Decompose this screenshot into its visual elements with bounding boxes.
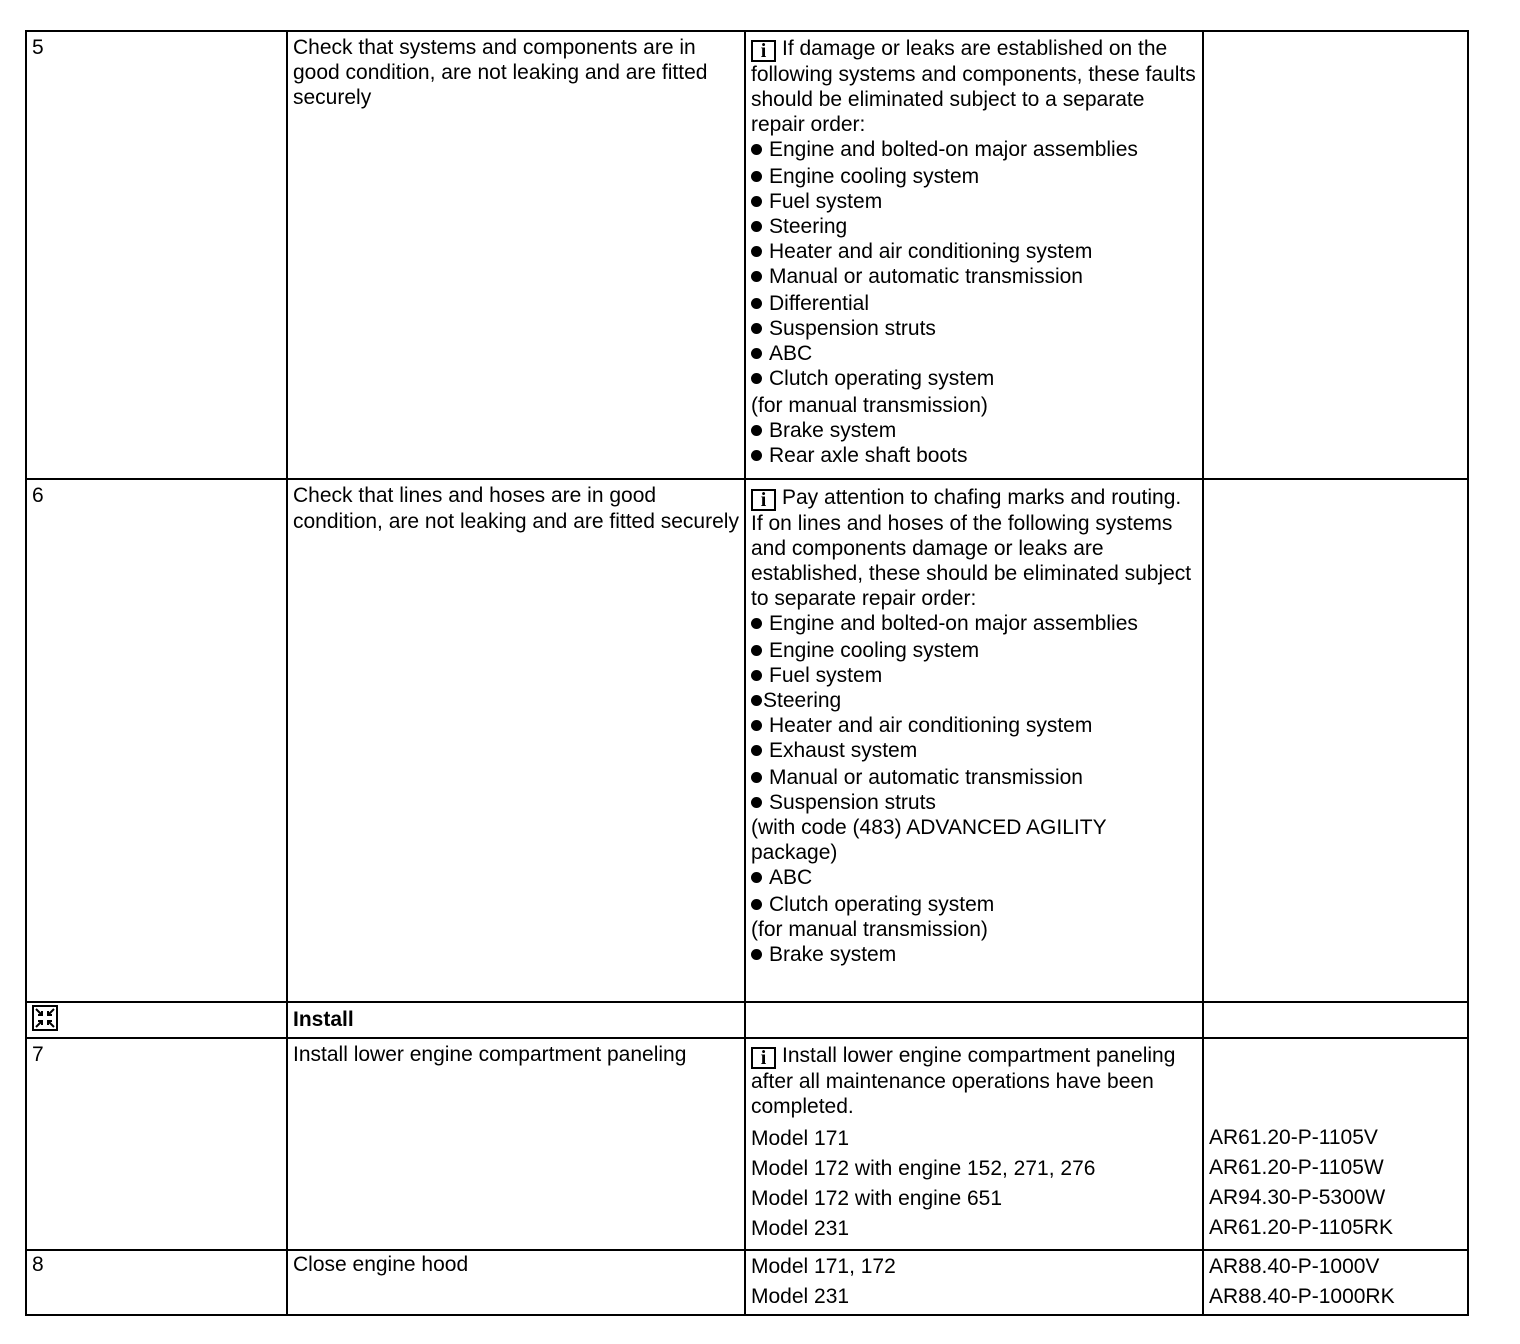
reference-link[interactable]: AR88.40-P-1000RK — [1209, 1285, 1395, 1308]
list-item-note: (with code (483) ADVANCED AGILITY package) — [751, 816, 1107, 864]
reference-link[interactable]: AR94.30-P-5300W — [1209, 1186, 1386, 1209]
bullet-icon — [751, 323, 762, 334]
reference-link[interactable]: AR61.20-P-1105V — [1209, 1126, 1378, 1149]
task-text: Check that systems and components are in good condition, are not leaking and are fitted securely — [293, 36, 708, 109]
bullet-icon — [751, 670, 762, 681]
note-paragraph — [751, 1043, 1197, 1119]
list-item-text: Engine and bolted-on major assemblies — [769, 138, 1138, 161]
task-text: Check that lines and hoses are in good condition, are not leaking and are fitted securely — [293, 484, 739, 533]
list-item-text: Clutch operating system — [769, 367, 995, 390]
table-row — [26, 1002, 1468, 1038]
procedure-table — [25, 30, 1469, 1316]
step-number — [26, 479, 287, 1002]
bullet-icon — [751, 221, 762, 232]
spacer — [1209, 1043, 1462, 1118]
table-row — [26, 1038, 1468, 1250]
list-item — [751, 137, 1197, 162]
step-number-text: 6 — [32, 484, 44, 507]
bullet-icon — [751, 745, 762, 756]
reference-link[interactable]: AR61.20-P-1105W — [1209, 1156, 1384, 1179]
step-number-text: 8 — [32, 1253, 44, 1276]
table-row — [26, 479, 1468, 1002]
list-item — [751, 341, 1197, 366]
bullet-icon — [751, 645, 762, 656]
list-item — [751, 713, 1197, 738]
note-text: If damage or leaks are established on the following systems and components, these faults should be eliminated subject to a separate repair order: — [751, 37, 1196, 136]
bullet-icon — [751, 949, 762, 960]
note-text: Pay attention to chafing marks and routing. — [782, 486, 1182, 509]
step-number-text: 7 — [32, 1043, 44, 1066]
list-item-text: Differential — [769, 292, 869, 315]
bullet-icon — [751, 425, 762, 436]
list-item-text: Engine cooling system — [769, 165, 980, 188]
install-icon — [32, 1005, 58, 1031]
info-icon: i — [751, 489, 776, 511]
list-item — [751, 942, 1197, 967]
list-item-note: (for manual transmission) — [751, 394, 988, 417]
reference-cell — [1203, 479, 1468, 1002]
list-item-text: Fuel system — [769, 664, 883, 687]
bullet-icon — [751, 720, 762, 731]
note-cell — [745, 31, 1203, 479]
reference-cell — [1203, 31, 1468, 479]
bullet-icon — [751, 373, 762, 384]
list-item — [751, 688, 1197, 713]
list-item — [751, 611, 1197, 636]
reference-cell — [1203, 1038, 1468, 1250]
list-item — [751, 164, 1197, 189]
task-cell — [287, 31, 745, 479]
list-item-text: Steering — [763, 689, 842, 712]
list-item-text: Brake system — [769, 943, 897, 966]
list-item — [751, 316, 1197, 341]
list-item-text: Engine and bolted-on major assemblies — [769, 612, 1138, 635]
bullet-icon — [751, 772, 762, 783]
reference-link[interactable]: AR88.40-P-1000V — [1209, 1255, 1380, 1278]
step-number — [26, 31, 287, 479]
model-text: Model 172 with engine 152, 271, 276 — [751, 1157, 1096, 1180]
list-item — [751, 765, 1197, 790]
list-item — [751, 291, 1197, 316]
list-item-text: Engine cooling system — [769, 639, 980, 662]
bullet-icon — [751, 298, 762, 309]
list-item-text: Manual or automatic transmission — [769, 265, 1083, 288]
step-number-text: 5 — [32, 36, 44, 59]
bullet-icon — [751, 899, 762, 910]
task-cell — [287, 1250, 745, 1315]
bullet-icon — [751, 695, 762, 706]
list-item — [751, 790, 1197, 815]
list-item-text: Manual or automatic transmission — [769, 766, 1083, 789]
note-paragraph-2: If on lines and hoses of the following systems and components damage or leaks are established, these should be eliminated subject to separate repair order: — [751, 512, 1192, 610]
task-cell — [287, 479, 745, 1002]
list-item-note: (for manual transmission) — [751, 918, 988, 941]
reference-cell — [1203, 1002, 1468, 1038]
list-item-text: Heater and air conditioning system — [769, 240, 1093, 263]
list-item — [751, 663, 1197, 688]
note-text: Install lower engine compartment paneling after all maintenance operations have been completed. — [751, 1044, 1176, 1118]
task-text: Install lower engine compartment paneling — [293, 1043, 687, 1066]
section-title: Install — [293, 1008, 354, 1031]
list-item — [751, 738, 1197, 763]
bullet-icon — [751, 144, 762, 155]
list-item-text: Suspension struts — [769, 317, 936, 340]
model-text: Model 231 — [751, 1217, 850, 1240]
table-row — [26, 31, 1468, 479]
task-cell — [287, 1038, 745, 1250]
bullet-icon — [751, 171, 762, 182]
list-item-text: Exhaust system — [769, 739, 918, 762]
list-item — [751, 189, 1197, 214]
list-item — [751, 418, 1197, 443]
task-text: Close engine hood — [293, 1253, 469, 1276]
list-item-text: Rear axle shaft boots — [769, 444, 968, 467]
section-title-cell — [287, 1002, 745, 1038]
model-text: Model 172 with engine 651 — [751, 1187, 1003, 1210]
list-item-text: ABC — [769, 866, 813, 889]
list-item — [751, 638, 1197, 663]
info-icon: i — [751, 40, 776, 62]
bullet-icon — [751, 246, 762, 257]
note-cell — [745, 479, 1203, 1002]
note-cell — [745, 1038, 1203, 1250]
list-item-text: Suspension struts — [769, 791, 936, 814]
reference-link[interactable]: AR61.20-P-1105RK — [1209, 1216, 1394, 1239]
bullet-icon — [751, 348, 762, 359]
note-cell — [745, 1250, 1203, 1315]
list-item — [751, 366, 1197, 391]
list-item-text: Heater and air conditioning system — [769, 714, 1093, 737]
list-item-text: Fuel system — [769, 190, 883, 213]
note-paragraph — [751, 484, 1197, 511]
model-text: Model 171 — [751, 1127, 850, 1150]
list-item — [751, 239, 1197, 264]
bullet-icon — [751, 196, 762, 207]
note-paragraph — [751, 36, 1197, 137]
bullet-icon — [751, 618, 762, 629]
bullet-icon — [751, 872, 762, 883]
step-number — [26, 1038, 287, 1250]
note-cell — [745, 1002, 1203, 1038]
table-row — [26, 1250, 1468, 1315]
list-item — [751, 865, 1197, 890]
reference-cell — [1203, 1250, 1468, 1315]
list-item — [751, 443, 1197, 468]
model-text: Model 231 — [751, 1285, 850, 1308]
list-item — [751, 264, 1197, 289]
list-item-text: ABC — [769, 342, 813, 365]
list-item — [751, 214, 1197, 239]
step-number — [26, 1250, 287, 1315]
info-icon: i — [751, 1047, 776, 1069]
bullet-icon — [751, 450, 762, 461]
bullet-icon — [751, 271, 762, 282]
step-icon-cell — [26, 1002, 287, 1038]
list-item-text: Brake system — [769, 419, 897, 442]
list-item-text: Clutch operating system — [769, 893, 995, 916]
model-text: Model 171, 172 — [751, 1255, 896, 1278]
bullet-icon — [751, 797, 762, 808]
list-item-text: Steering — [769, 215, 848, 238]
list-item — [751, 892, 1197, 917]
